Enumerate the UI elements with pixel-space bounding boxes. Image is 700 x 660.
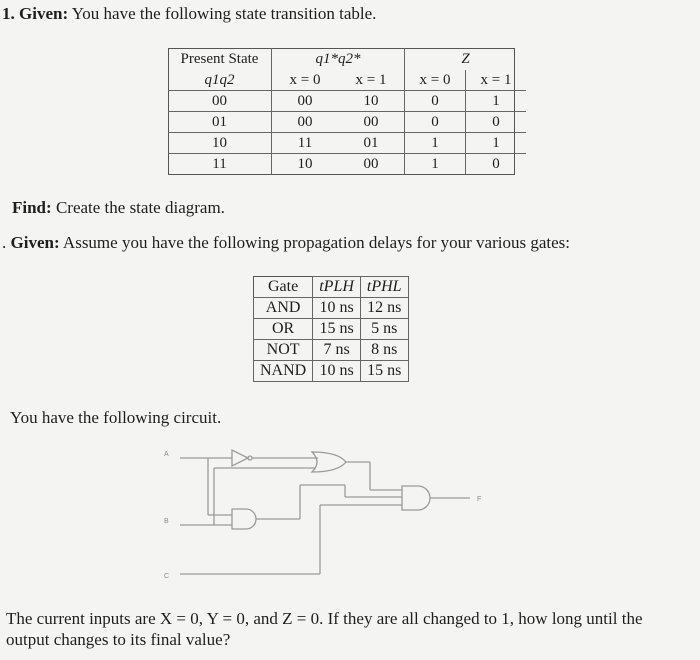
cell: 00 (338, 111, 405, 132)
cell: 0 (405, 90, 466, 111)
state-vars-label: q1q2 (168, 70, 272, 90)
next-state-header: q1*q2* (272, 48, 405, 70)
cell: 11 (272, 132, 339, 153)
next-x0-header: x = 0 (272, 70, 339, 90)
cell: 00 (338, 153, 405, 174)
output-header: Z (461, 51, 470, 67)
cell: 00 (272, 111, 339, 132)
out-x0-header: x = 0 (405, 70, 466, 90)
cell: 10 ns (313, 298, 361, 319)
q1-find-text: Create the state diagram. (51, 198, 225, 217)
cell: NOT (254, 340, 313, 361)
cell: 1 (405, 132, 466, 153)
cell: 1 (405, 153, 466, 174)
cell: 15 ns (313, 319, 361, 340)
or-gate (312, 452, 346, 472)
cell: NAND (254, 361, 313, 382)
q1-number: 1. (2, 4, 15, 23)
cell: 0 (466, 111, 527, 132)
label-a: A (164, 451, 169, 458)
cell: 00 (168, 90, 272, 111)
and-gate-lower (232, 509, 256, 529)
cell: AND (254, 298, 313, 319)
label-f: F (477, 496, 482, 503)
delay-header-gate: Gate (254, 277, 313, 298)
present-state-header: Present State (168, 48, 272, 70)
cell: 7 ns (313, 340, 361, 361)
cell: 00 (272, 90, 339, 111)
q2-given-label: Given: (10, 233, 60, 252)
label-c: C (164, 573, 170, 580)
cell: 8 ns (360, 340, 408, 361)
cell: 01 (338, 132, 405, 153)
cell: 10 (168, 132, 272, 153)
delay-header-tphl: tPHL (360, 277, 408, 298)
cell: 1 (466, 90, 527, 111)
next-x1-header: x = 1 (338, 70, 405, 90)
q1-given-text: You have the following state transition table. (68, 4, 377, 23)
cell: 12 ns (360, 298, 408, 319)
cell: 01 (168, 111, 272, 132)
q2-given-text: Assume you have the following propagation delays for your various gates: (59, 233, 570, 252)
label-b: B (164, 518, 169, 525)
cell: 10 (297, 155, 313, 172)
cell: 10 ns (313, 361, 361, 382)
q1-given-label: Given: (19, 4, 69, 23)
out-x1-header: x = 1 (466, 70, 527, 90)
cell: 15 ns (360, 361, 408, 382)
cell: 0 (405, 111, 466, 132)
question-text: The current inputs are X = 0, Y = 0, and Z = 0. If they are all changed to 1, how long until the output changes to its final value? (6, 609, 643, 649)
and-gate-final (402, 486, 430, 510)
cell: 1 (466, 132, 527, 153)
cell: 11 (168, 153, 272, 174)
q2-number: . (2, 233, 7, 252)
cell: 5 ns (360, 319, 408, 340)
cell: 10 (338, 90, 405, 111)
circuit-intro: You have the following circuit. (10, 408, 222, 427)
cell: OR (254, 319, 313, 340)
cell: 0 (492, 155, 500, 172)
not-gate (232, 450, 248, 466)
delay-header-tplh: tPLH (313, 277, 361, 298)
q1-find-label: Find: (12, 198, 52, 217)
